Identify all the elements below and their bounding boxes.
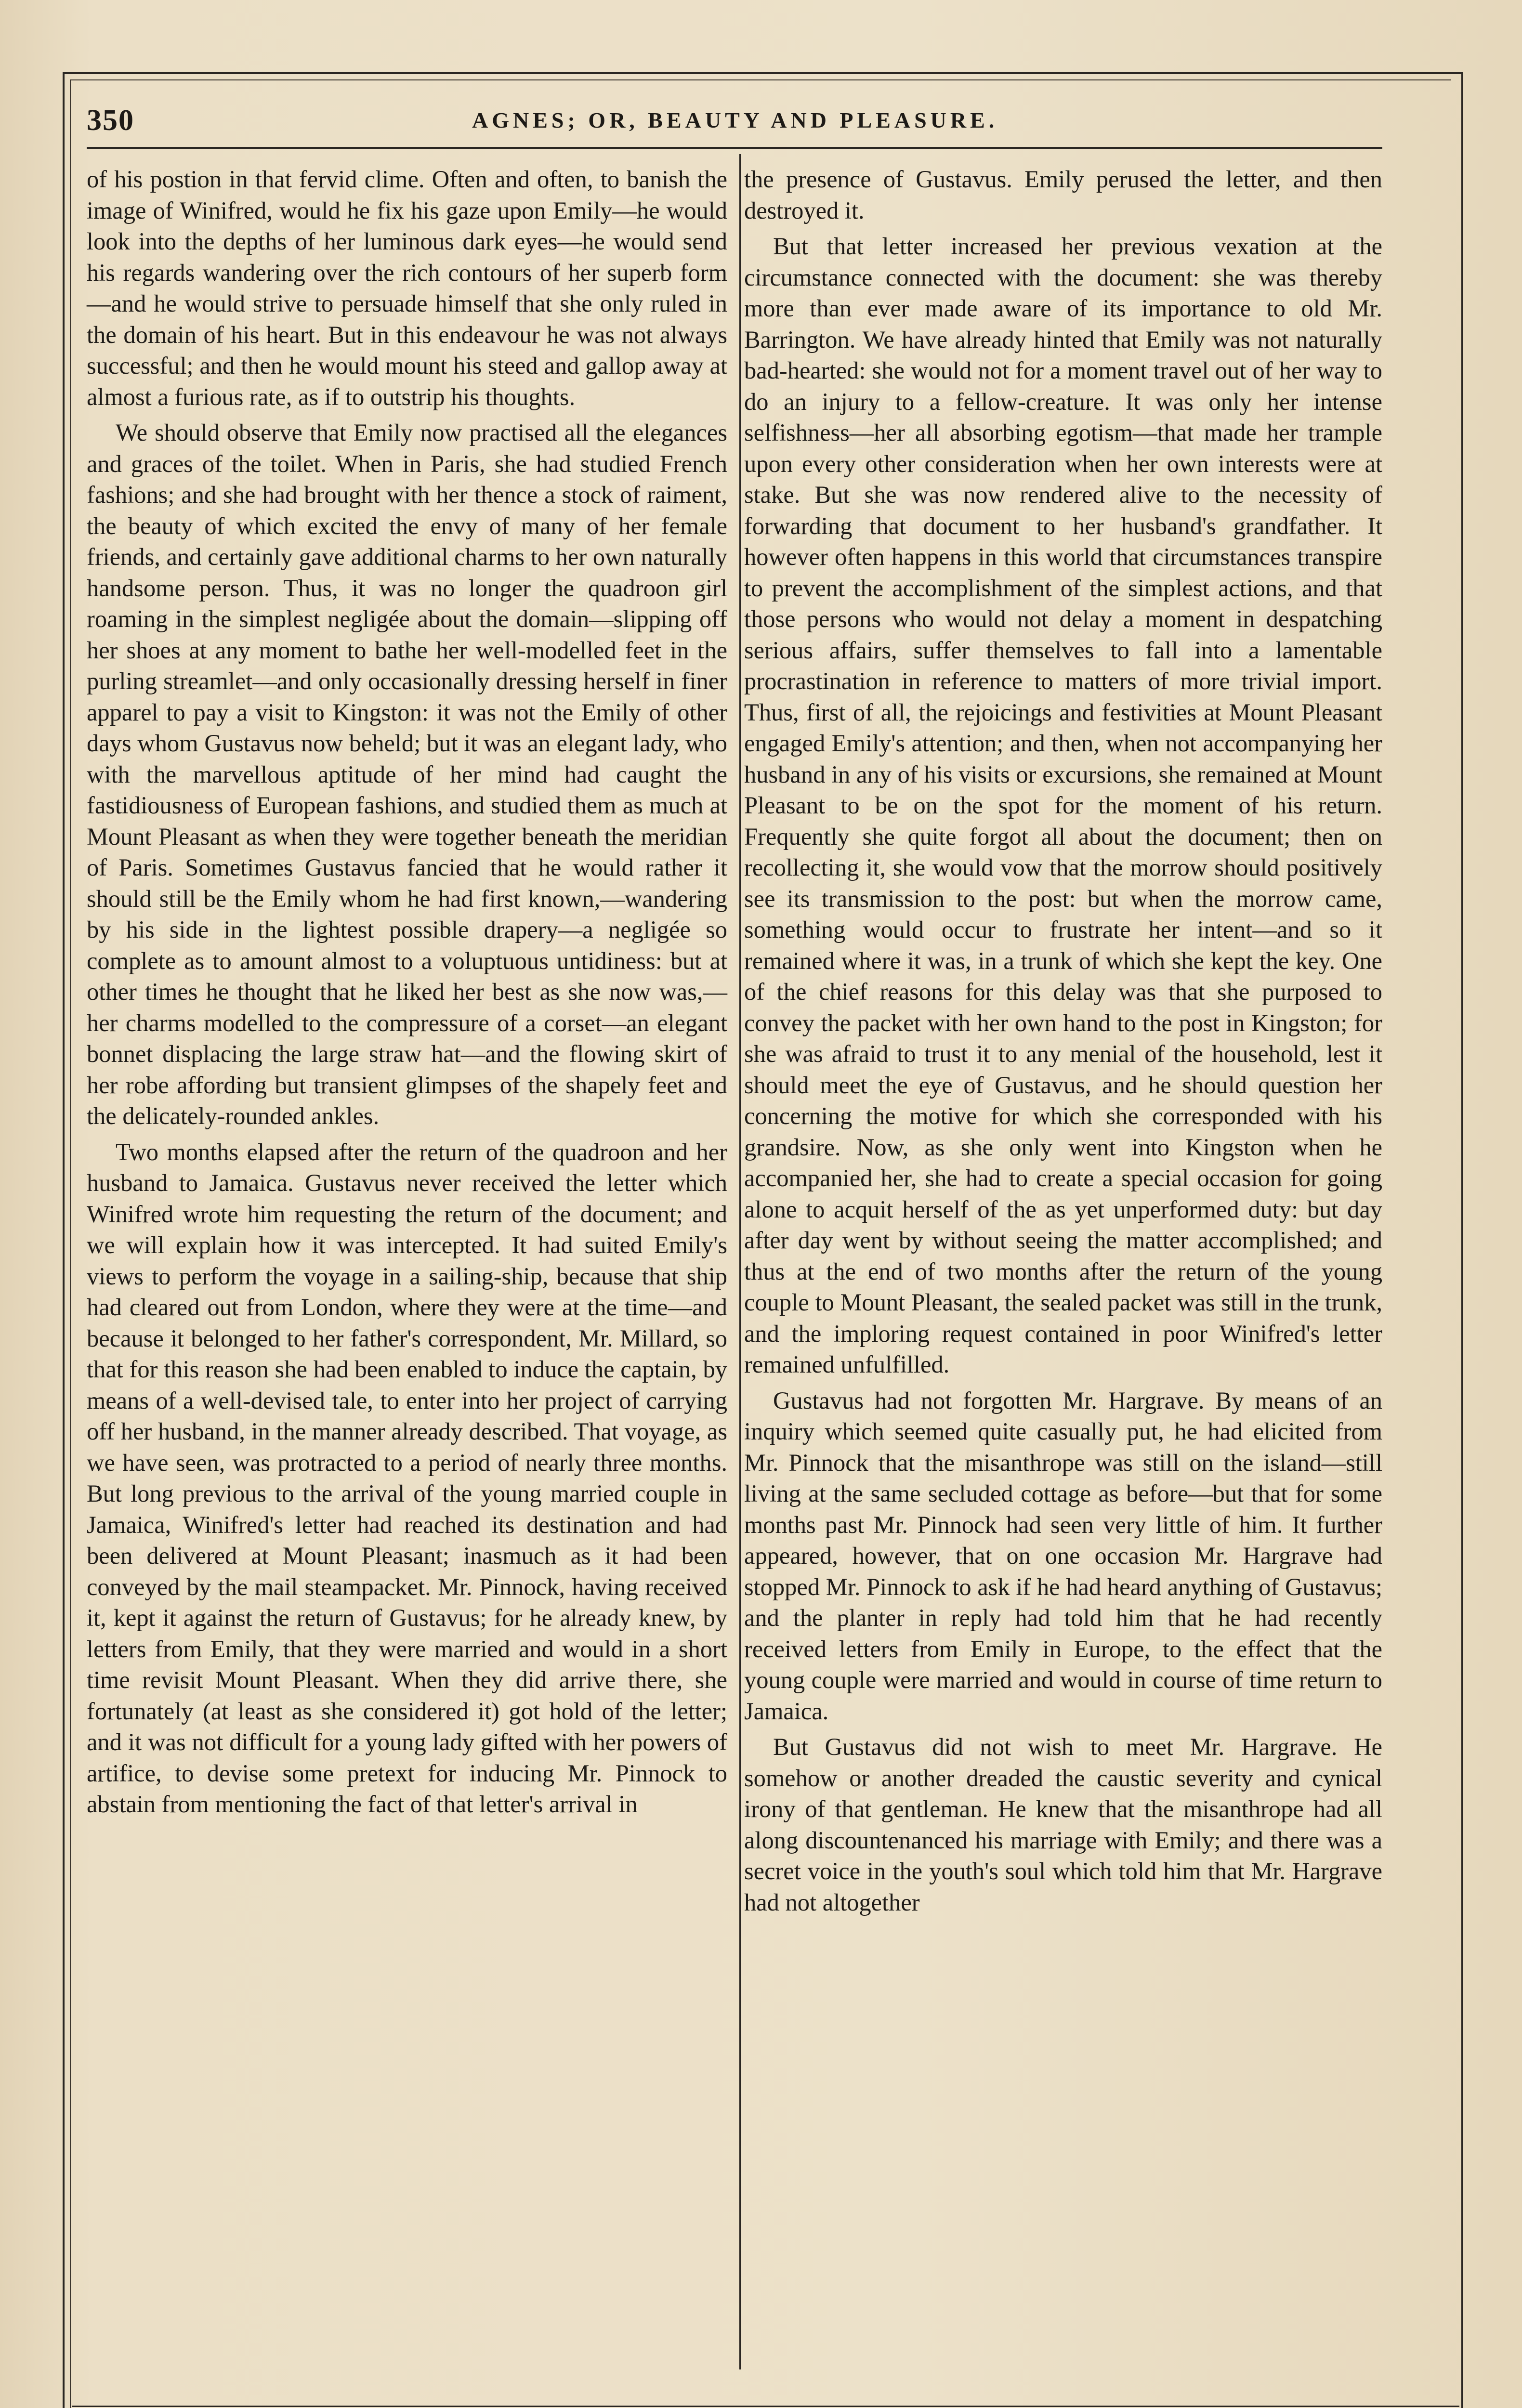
left-column	[87, 164, 727, 1820]
paragraph: Two months elapsed after the return of the quadroon and her husband to Jamaica. Gustavus never received the letter which Winifred wrote him requesting the return of the document; and we will explain how it was intercepted. It had suited Emily's views to perform the voyage in a sailing-ship, because that ship had cleared out from London, where they were at the time—and because it belonged to her father's correspondent, Mr. Millard, so that for this reason she had been enabled to induce the captain, by means of a well-devised tale, to enter into her project of carrying off her husband, in the manner already described. That voyage, as we have seen, was protracted to a period of nearly three months. But long previous to the arrival of the young married couple in Jamaica, Winifred's letter had reached its destination and had been delivered at Mount Pleasant; inasmuch as it had been conveyed by the mail steampacket. Mr. Pinnock, having received it, kept it against the return of Gustavus; for he already knew, by letters from Emily, that they were married and would in a short time revisit Mount Pleasant. When they did arrive there, she fortunately (at least as she considered it) got hold of the letter; and it was not difficult for a young lady gifted with her powers of artifice, to devise some pretext for inducing Mr. Pinnock to abstain from mentioning the fact of that letter's arrival in	[87, 1138, 727, 1818]
footer-rule	[72, 2406, 1459, 2407]
page-header	[87, 104, 1382, 147]
paragraph: But Gustavus did not wish to meet Mr. Hargrave. He somehow or another dreaded the caustic severity and cynical irony of that gentleman. He knew that the misanthrope had all along discountenanced his marriage with Emily; and there was a secret voice in the youth's soul which told him that Mr. Hargrave had not altogether	[744, 1733, 1382, 1916]
paragraph: But that letter increased her previous vexation at the circumstance connected with the document: she was thereby more than ever made aware of its importance to old Mr. Barrington. We have already hinted that Emily was not naturally bad-hearted: she would not for a moment travel out of her way to do an injury to a fellow-creature. It was only her intense selfishness—her all absorbing egotism—that made her trample upon every other consideration when her own interests were at stake. But she was now rendered alive to the necessity of forwarding that document to her husband's grandfather. It however often happens in this world that circumstances transpire to prevent the accomplishment of the simplest actions, and that those persons who would not delay a moment in despatching serious affairs, suffer themselves to fall into a lamentable procrastination in reference to matters of more trivial import. Thus, first of all, the rejoicings and festivities at Mount Pleasant engaged Emily's attention; and then, when not accompanying her husband in any of his visits or excursions, she remained at Mount Pleasant to be on the spot for the moment of his return. Frequently she quite forgot all about the document; then on recollecting it, she would vow that the morrow should positively see its transmission to the post: but when the morrow came, something would occur to frustrate her intent—and so it remained where it was, in a trunk of which she kept the key. One of the chief reasons for this delay was that she purposed to convey the packet with her own hand to the post in Kingston; for she was afraid to trust it to any menial of the household, lest it should meet the eye of Gustavus, and he should question her concerning the motive for which she corresponded with his grandsire. Now, as she only went into Kingston when he accompanied her, she had to create a special occasion for going alone to acquit herself of the as yet unperformed duty: but day after day went by without seeing the matter accomplished; and thus at the end of two months after the return of the young couple to Mount Pleasant, the sealed packet was still in the trunk, and the imploring request contained in poor Winifred's letter remained unfulfilled.	[744, 233, 1382, 1378]
running-title: AGNES; OR, BEAUTY AND PLEASURE.	[472, 108, 998, 132]
right-column	[744, 164, 1382, 1918]
column-divider	[739, 154, 741, 2369]
page-number: 350	[87, 104, 134, 137]
paragraph: We should observe that Emily now practised all the elegances and graces of the toilet. When in Paris, she had studied French fashions; and she had brought with her thence a stock of raiment, the beauty of which excited the envy of many of her female friends, and certainly gave additional charms to her own naturally handsome person. Thus, it was no longer the quadroon girl roaming in the simplest negligée about the domain—slipping off her shoes at any moment to bathe her well-modelled feet in the purling streamlet—and only occasionally dressing herself in finer apparel to pay a visit to Kingston: it was not the Emily of other days whom Gustavus now beheld; but it was an elegant lady, who with the marvellous aptitude of her mind had caught the fastidiousness of European fashions, and studied them as much at Mount Pleasant as when they were together beneath the meridian of Paris. Sometimes Gustavus fancied that he would rather it should still be the Emily whom he had first known,—wandering by his side in the lightest possible drapery—a negligée so complete as to amount almost to a voluptuous untidiness: but at other times he thought that he liked her best as she now was,—her charms modelled to the compressure of a corset—an elegant bonnet displacing the large straw hat—and the flowing skirt of her robe affording but transient glimpses of the shapely feet and the delicately-rounded ankles.	[87, 419, 727, 1129]
paragraph: of his postion in that fervid clime. Often and often, to banish the image of Winifred, would he fix his gaze upon Emily—he would look into the depths of her luminous dark eyes—he would send his regards wandering over the rich contours of her superb form—and he would strive to persuade himself that she only ruled in the domain of his heart. But in this endeavour he was not always successful; and then he would mount his steed and gallop away at almost a furious rate, as if to outstrip his thoughts.	[87, 166, 727, 410]
paragraph: the presence of Gustavus. Emily perused the letter, and then destroyed it.	[744, 166, 1382, 224]
header-rule	[87, 147, 1382, 149]
paragraph: Gustavus had not forgotten Mr. Hargrave. By means of an inquiry which seemed quite casually put, he had elicited from Mr. Pinnock that the misanthrope was still on the island—still living at the same secluded cottage as before—but that for some months past Mr. Pinnock had seen very little of him. It further appeared, however, that on one occasion Mr. Hargrave had stopped Mr. Pinnock to ask if he had heard anything of Gustavus; and the planter in reply had told him that he had recently received letters from Emily in Europe, to the effect that the young couple were married and would in course of time return to Jamaica.	[744, 1387, 1382, 1725]
